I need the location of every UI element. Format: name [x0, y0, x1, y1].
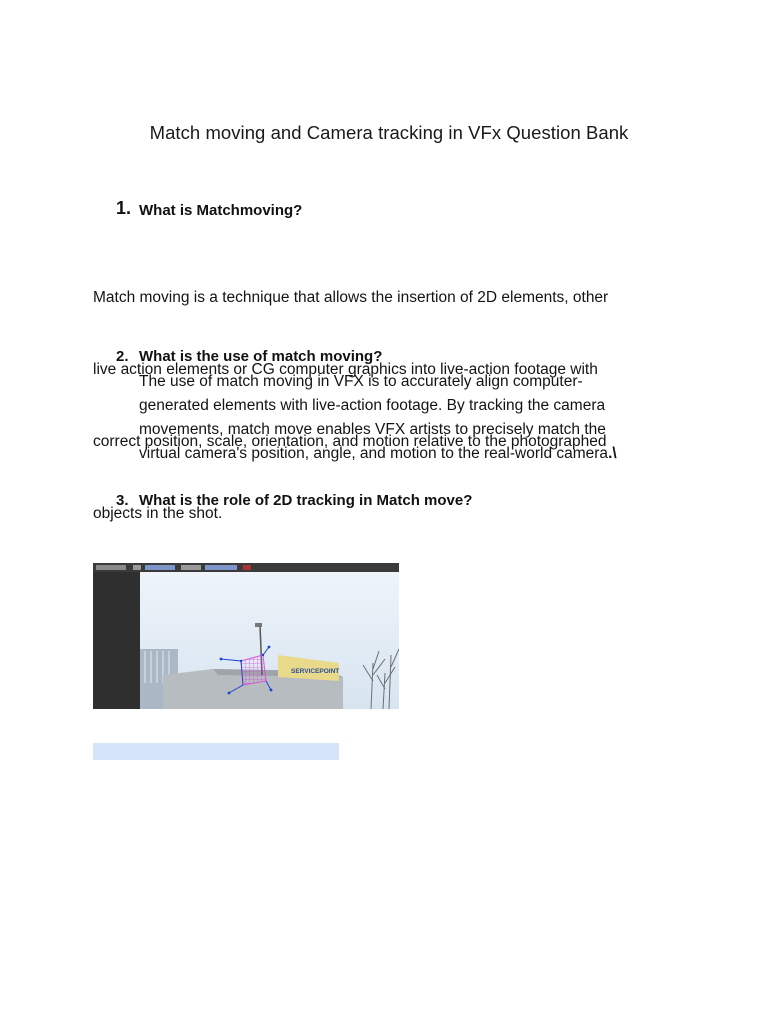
- toolbar-icon: [133, 565, 141, 570]
- answer-line-last: [139, 442, 617, 466]
- toolbar-node-label: [96, 565, 126, 570]
- answer-line: Match moving is a technique that allows the insertion of 2D elements, other: [93, 289, 609, 306]
- lamp-head: [255, 623, 262, 627]
- question-number: 1.: [116, 198, 132, 218]
- question-number: 3.: [116, 492, 129, 509]
- viewer-sidebar: [93, 572, 140, 709]
- question-number: 2.: [116, 348, 129, 365]
- answer-2: [139, 370, 617, 466]
- store-sign-text: SERVICEPOINT: [291, 668, 340, 675]
- answer-line: movements, match move enables VFX artists to precisely match the: [139, 421, 606, 438]
- question-text: What is the role of 2D tracking in Match move?: [139, 492, 473, 509]
- toolbar-icon: [205, 565, 237, 570]
- tracking-screenshot-image: [93, 563, 399, 709]
- answer-line: correct position, scale, orientation, and motion relative to the photographed: [93, 433, 607, 450]
- answer-tail-mark: .\: [608, 445, 617, 462]
- answer-line: live action elements or CG computer graphics into live-action footage with: [93, 361, 598, 378]
- question-text: What is Matchmoving?: [139, 202, 303, 219]
- tracking-screenshot-svg: [93, 563, 399, 709]
- track-grid: [241, 655, 266, 685]
- answer-line: The use of match moving in VFX is to accurately align computer-: [139, 373, 583, 390]
- answer-line: objects in the shot.: [93, 505, 223, 522]
- toolbar-icon: [145, 565, 175, 570]
- highlight-bar: [93, 743, 339, 760]
- question-text: What is the use of match moving?: [139, 348, 383, 365]
- answer-line-text: virtual camera's position, angle, and motion to the real-world camera: [139, 445, 609, 462]
- document-title: Match moving and Camera tracking in VFx Question Bank: [149, 122, 629, 143]
- answer-line: generated elements with live-action footage. By tracking the camera: [139, 397, 606, 414]
- toolbar-icon: [243, 565, 251, 570]
- toolbar-icon: [181, 565, 201, 570]
